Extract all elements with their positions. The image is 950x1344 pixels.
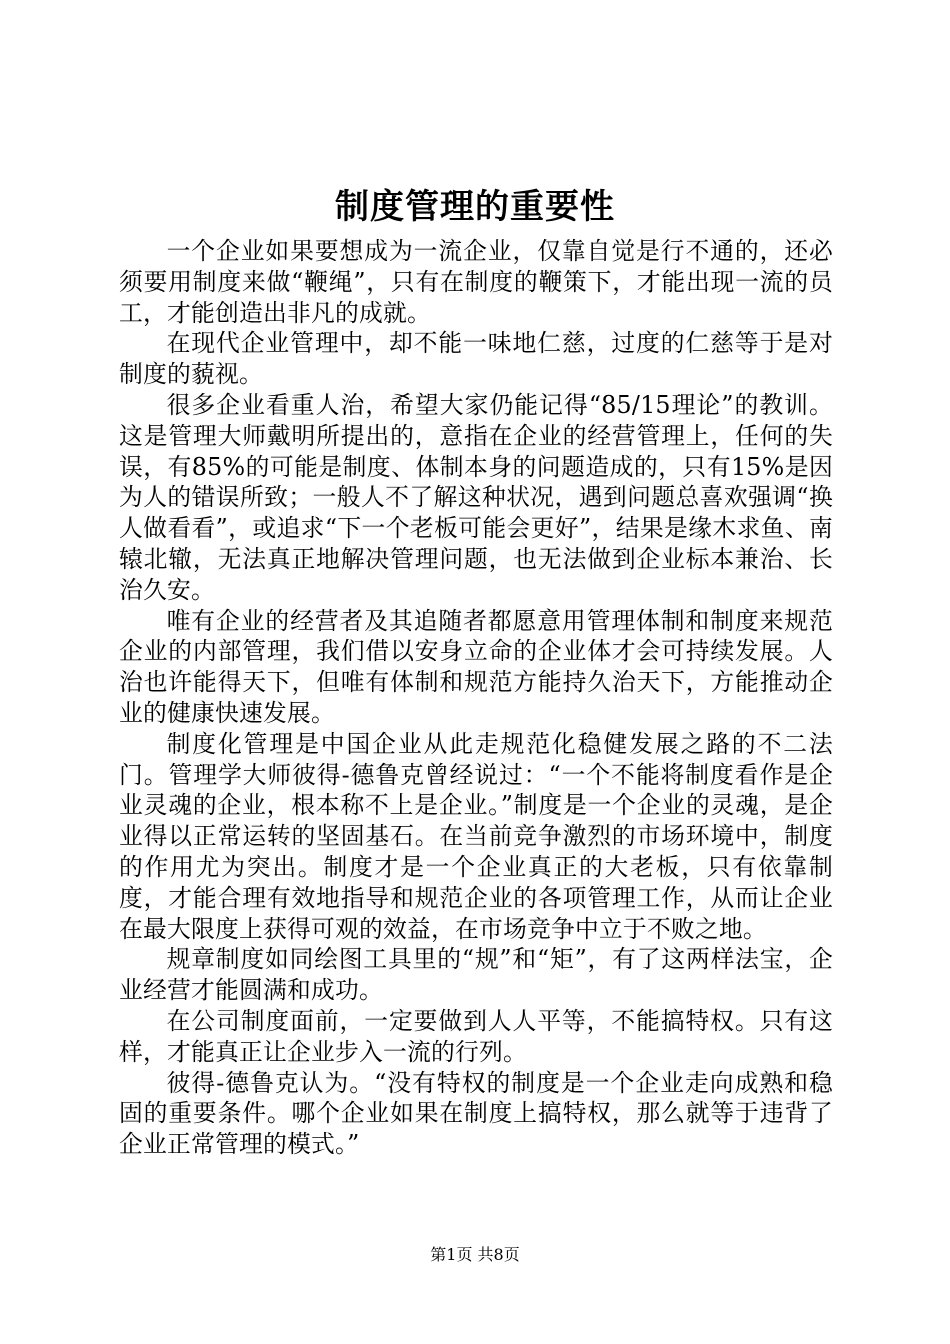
paragraph: 规章制度如同绘图工具里的“规”和“矩”，有了这两样法宝，企业经营才能圆满和成功。 — [119, 945, 833, 1005]
paragraph: 很多企业看重人治，希望大家仍能记得“85/15理论”的教训。这是管理大师戴明所提出的，意指在企业的经营管理上，任何的失误，有85%的可能是制度、体制本身的问题造成的，只有15%是因为人的错误所致；一般人不了解这种状况，遇到问题总喜欢强调“换人做看看”，或追求“下一个老板可能会更好”，结果是缘木求鱼、南辕北辙，无法真正地解决管理问题，也无法做到企业标本兼治、长治久安。 — [119, 390, 833, 604]
page-number-footer: 第1页 共8页 — [430, 1245, 520, 1264]
paragraph: 一个企业如果要想成为一流企业，仅靠自觉是行不通的，还必须要用制度来做“鞭绳”，只有在制度的鞭策下，才能出现一流的员工，才能创造出非凡的成就。 — [119, 237, 833, 327]
paragraph: 制度化管理是中国企业从此走规范化稳健发展之路的不二法门。管理学大师彼得-德鲁克曾经说过：“一个不能将制度看作是企业灵魂的企业，根本称不上是企业。”制度是一个企业的灵魂，是企业得以正常运转的坚固基石。在当前竞争激烈的市场环境中，制度的作用尤为突出。制度才是一个企业真正的大老板，只有依靠制度，才能合理有效地指导和规范企业的各项管理工作，从而让企业在最大限度上获得可观的效益，在市场竞争中立于不败之地。 — [119, 729, 833, 943]
paragraph: 在公司制度面前，一定要做到人人平等，不能搞特权。只有这样，才能真正让企业步入一流的行列。 — [119, 1006, 833, 1066]
document-body — [119, 236, 833, 1160]
paragraph: 在现代企业管理中，却不能一味地仁慈，过度的仁慈等于是对制度的藐视。 — [119, 329, 833, 389]
paragraph: 唯有企业的经营者及其追随者都愿意用管理体制和制度来规范企业的内部管理，我们借以安身立命的企业体才会可持续发展。人治也许能得天下，但唯有体制和规范方能持久治天下，方能推动企业的健康快速发展。 — [119, 606, 833, 727]
paragraph: 彼得-德鲁克认为。“没有特权的制度是一个企业走向成熟和稳固的重要条件。哪个企业如果在制度上搞特权，那么就等于违背了企业正常管理的模式。” — [119, 1068, 833, 1159]
document-title: 制度管理的重要性 — [335, 187, 615, 227]
